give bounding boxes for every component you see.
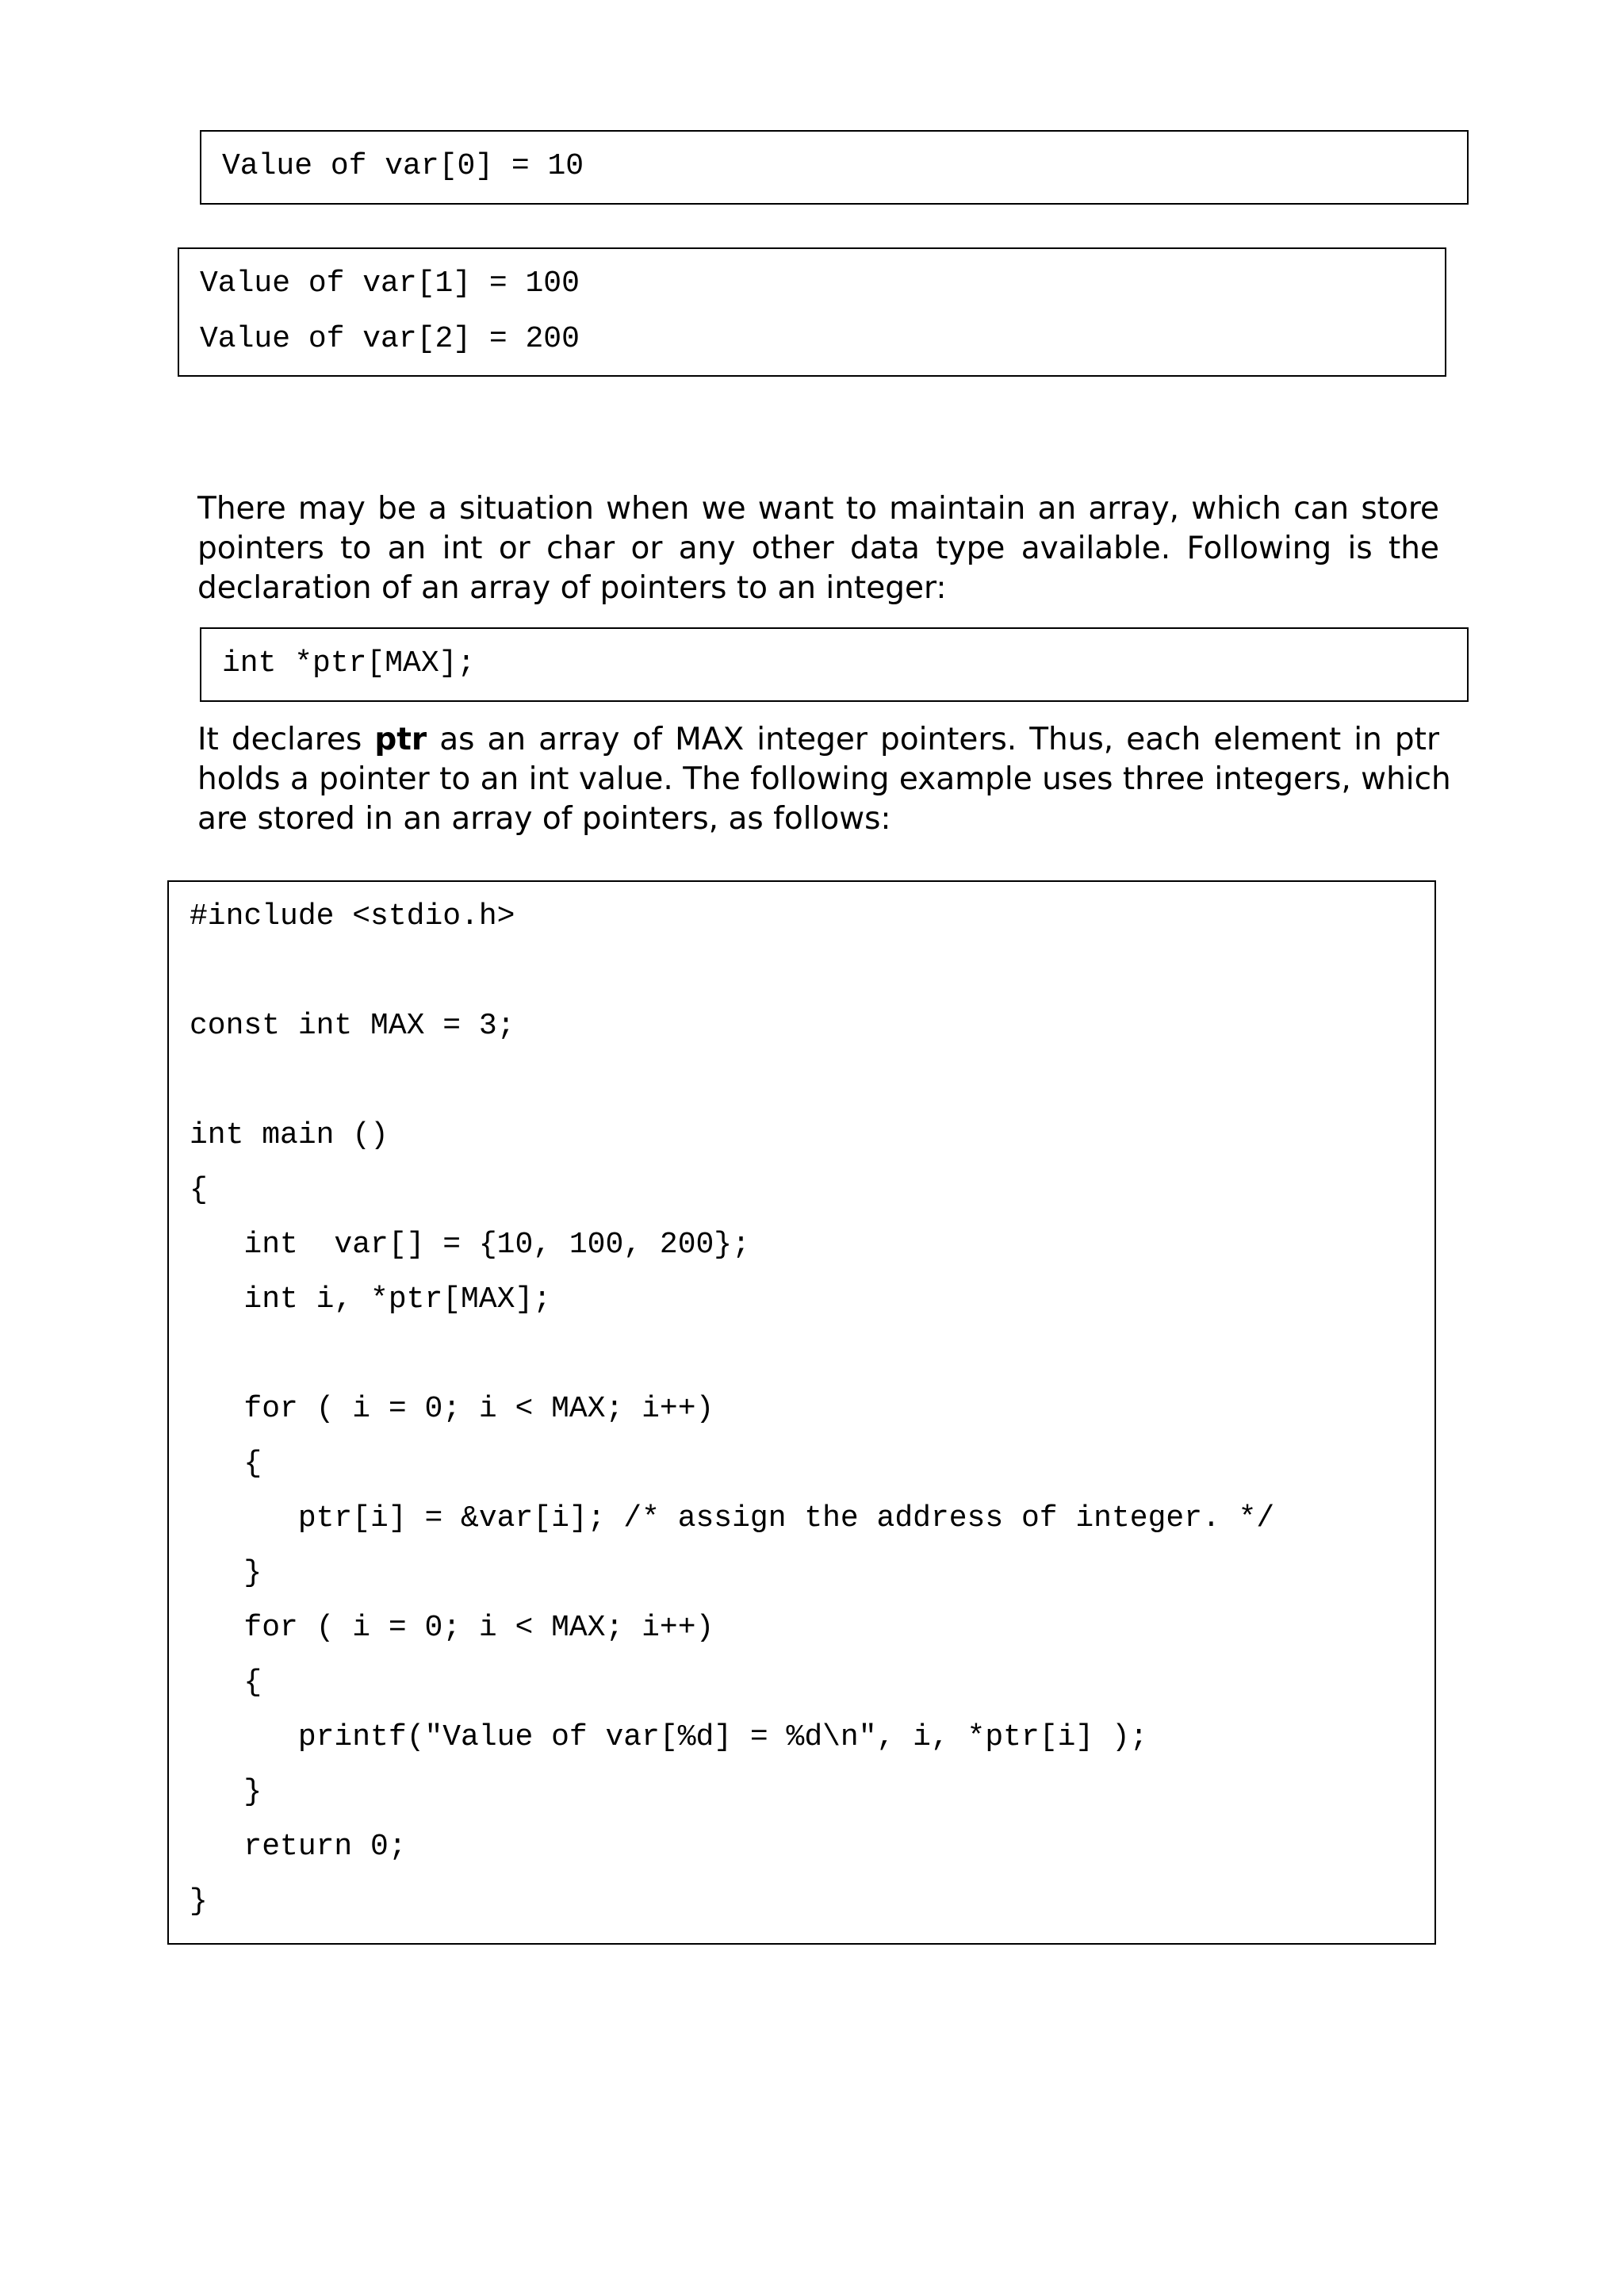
output-line: Value of var[0] = 10: [222, 149, 584, 183]
paragraph-line: declaration of an array of pointers to an integer:: [197, 570, 947, 606]
code-line: ptr[i] = &var[i]; /* assign the address of integer. */: [190, 1501, 1275, 1535]
code-line: }: [190, 1775, 262, 1809]
paragraph-line: There may be a situation when we want to maintain an array, which can store: [197, 491, 1439, 527]
text-run: It declares: [197, 722, 375, 757]
output-line: Value of var[2] = 200: [200, 322, 580, 356]
output-box-1: [200, 130, 1469, 205]
code-line: const int MAX = 3;: [190, 1009, 515, 1043]
paragraph-line: pointers to an int or char or any other data type available. Following is the: [197, 531, 1439, 566]
bold-term-ptr: ptr: [374, 722, 427, 757]
paragraph-line: are stored in an array of pointers, as follows:: [197, 801, 891, 837]
code-line: printf("Value of var[%d] = %d\n", i, *ptr[i] );: [190, 1720, 1148, 1754]
output-box-2: [178, 247, 1446, 377]
code-line: return 0;: [190, 1830, 407, 1864]
paragraph-explanation: [197, 720, 1451, 839]
text-run: as an array of MAX integer pointers. Thus, each element in ptr: [427, 722, 1439, 757]
code-example-box: [167, 880, 1436, 1945]
paragraph-intro: [197, 489, 1439, 608]
code-line: for ( i = 0; i < MAX; i++): [190, 1392, 714, 1426]
code-line: }: [190, 1556, 262, 1590]
code-line: #include <stdio.h>: [190, 899, 515, 933]
code-line: int main (): [190, 1118, 389, 1152]
declaration-box: [200, 627, 1469, 702]
code-line: for ( i = 0; i < MAX; i++): [190, 1611, 714, 1645]
paragraph-line: holds a pointer to an int value. The following example uses three integers, which: [197, 761, 1451, 797]
code-line: }: [190, 1884, 208, 1918]
code-line: {: [190, 1173, 208, 1207]
declaration-line: int *ptr[MAX];: [222, 646, 476, 680]
code-line: {: [190, 1665, 262, 1700]
paragraph-line: [197, 720, 1439, 760]
code-line: int var[] = {10, 100, 200};: [190, 1228, 750, 1262]
code-line: {: [190, 1447, 262, 1481]
output-line: Value of var[1] = 100: [200, 266, 580, 301]
code-line: int i, *ptr[MAX];: [190, 1282, 552, 1317]
